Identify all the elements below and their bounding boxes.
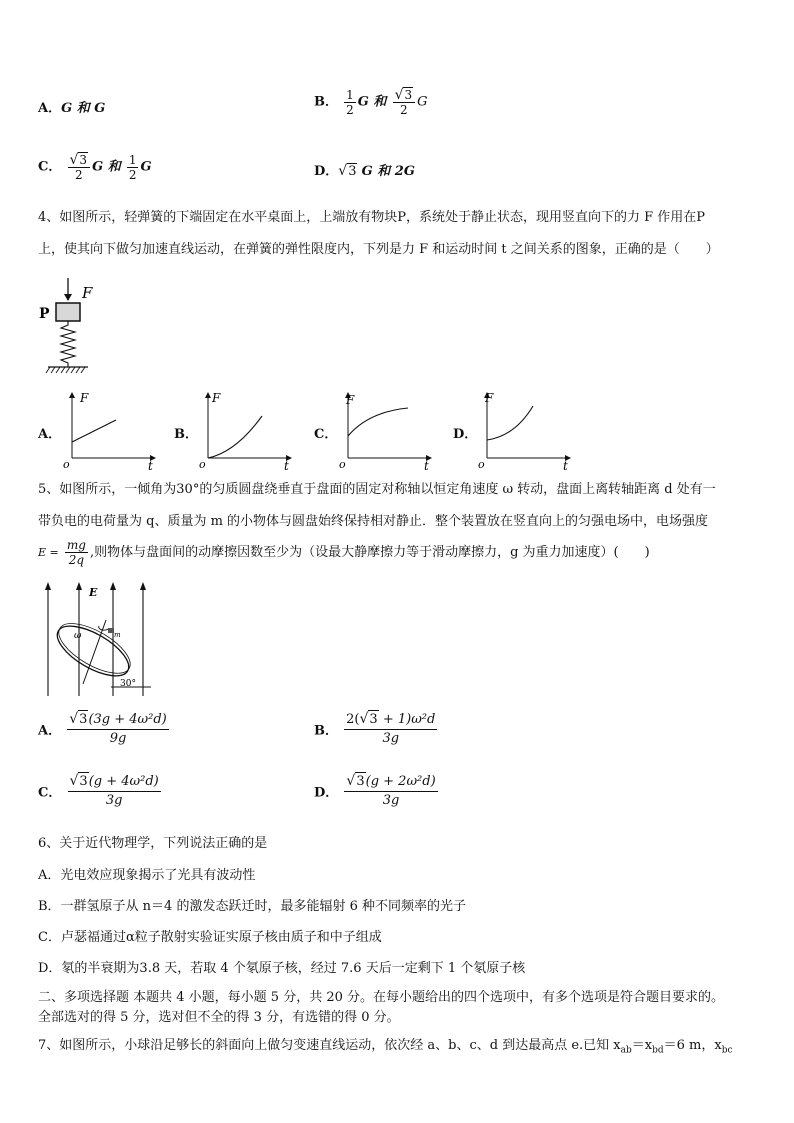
q5-option-d: D． $\frac{\text{√3(g + 2ω²d)}}{3g}$ (314, 773, 436, 808)
graph-b-label: B． (174, 427, 198, 442)
q6-option-b: B．一群氢原子从 n＝4 的激发态跃迁时，最多能辐射 6 种不同频率的光子 (38, 899, 466, 914)
q5-option-b: B． $\frac{\text{2(√3 + 1)ω²d}}{3g}$ (314, 711, 436, 746)
q3-option-b: B． $\frac{1}{2}$ G 和 $\frac{√3}{2}$ G (314, 87, 428, 117)
svg-text:t: t (284, 459, 289, 470)
svg-text:t: t (563, 459, 568, 470)
graph-b (196, 390, 296, 470)
force-label: F (82, 284, 93, 302)
svg-text:F: F (212, 391, 221, 405)
fraction: $\frac{1}{2}$ (346, 87, 354, 117)
q5-line3: E = $\frac{mg}{2q}$ ,则物体与盘面间的动摩擦因数至少为（设最大静摩擦力等于滑动摩擦力，g 为重力加速度）( ) (38, 538, 650, 567)
section2-line2: 全部选对的得 5 分，选对但不全的得 3 分，有选错的得 0 分。 (38, 1010, 400, 1025)
graph-a-label: A． (38, 427, 62, 442)
fraction: $\frac{\text{√3(g + 2ω²d)}}{3g}$ (346, 773, 436, 808)
q5-line2: 带负电的电荷量为 q、质量为 m 的小物体与圆盘始终保持相对静止．整个装置放在竖直向上的匀强电场中，电场强度 (38, 514, 709, 529)
graph-c (336, 390, 436, 470)
q4-stem-line1: 4、如图所示，轻弹簧的下端固定在水平桌面上，上端放有物块P，系统处于静止状态，现用竖直向下的力 F 作用在P (38, 210, 706, 225)
svg-text:o: o (478, 458, 485, 470)
mass-label: m (114, 631, 121, 639)
disk-field-figure (36, 580, 156, 698)
q6-stem: 6、关于近代物理学，下列说法正确的是 (38, 836, 268, 851)
q4-stem-line2: 上，使其向下做匀加速直线运动，在弹簧的弹性限度内，下列是力 F 和运动时间 t 之间关系的图象，正确的是（ ） (38, 242, 719, 257)
graph-d (475, 390, 575, 470)
q7-line1: 7、如图所示，小球沿足够长的斜面向上做匀变速直线运动，依次经 a、b、c、d 到达最高点 e.已知 $x_{ab}=x_{bd}=6$ m，$x_{bc}$ (38, 1038, 733, 1056)
fraction: $\frac{\text{√3(g + 4ω²d)}}{3g}$ (69, 773, 159, 808)
graph-b-curve (208, 416, 262, 458)
section2-line1: 二、多项选择题 本题共 4 小题，每小题 5 分，共 20 分。在每小题给出的四个选项中，有多个选项是符合题目要求的。 (38, 990, 725, 1005)
angle-label: 30° (120, 679, 136, 689)
svg-text:o: o (199, 458, 206, 470)
graph-c-curve (348, 408, 408, 436)
q6-option-c: C．卢瑟福通过α粒子散射实验证实原子核由质子和中子组成 (38, 930, 382, 945)
svg-text:F: F (80, 391, 89, 405)
fraction: $\frac{mg}{2q}$ (66, 538, 86, 567)
q3-option-d: D．√3 G 和 2G (314, 163, 415, 179)
svg-text:o: o (339, 458, 346, 470)
spring-block-figure (36, 276, 106, 380)
graph-a-curve (72, 420, 116, 442)
q5-option-c: C． $\frac{\text{√3(g + 4ω²d)}}{3g}$ (38, 773, 159, 808)
fraction: $\frac{\text{√3(3g + 4ω²d)}}{9g}$ (69, 711, 167, 746)
block-label: P (39, 306, 50, 322)
svg-text:o: o (63, 458, 70, 470)
fraction: $\frac{√3}{2}$ (68, 152, 91, 182)
graph-a (60, 390, 160, 470)
svg-text:t: t (148, 459, 153, 470)
fraction: $\frac{√3}{2}$ (393, 87, 416, 117)
fraction: $\frac{1}{2}$ (128, 152, 137, 182)
omega-label: ω (74, 631, 82, 641)
fraction: $\frac{\text{2(√3 + 1)ω²d}}{3g}$ (346, 711, 436, 746)
q5-option-a: A． $\frac{\text{√3(3g + 4ω²d)}}{9g}$ (38, 711, 167, 746)
svg-text:F: F (485, 391, 494, 405)
graph-d-label: D． (453, 427, 478, 442)
q3-option-a: A．G 和 G (38, 101, 106, 116)
q5-line1: 5、如图所示，一倾角为30°的匀质圆盘绕垂直于盘面的固定对称轴以恒定角速度 ω 转动，盘面上离转轴距离 d 处有一 (38, 482, 716, 497)
graph-c-label: C． (314, 427, 338, 442)
svg-text:t: t (424, 459, 429, 470)
q6-option-d: D．氡的半衰期为3.8 天，若取 4 个氡原子核，经过 7.6 天后一定剩下 1 个氡原子核 (38, 961, 526, 976)
q6-option-a: A．光电效应现象揭示了光具有波动性 (38, 868, 256, 883)
graph-d-curve (487, 406, 533, 440)
q3-option-c: C． $\frac{√3}{2}$ G 和 $\frac{1}{2}$ G (38, 152, 152, 182)
field-label: E (89, 586, 98, 599)
svg-text:F: F (346, 393, 355, 407)
